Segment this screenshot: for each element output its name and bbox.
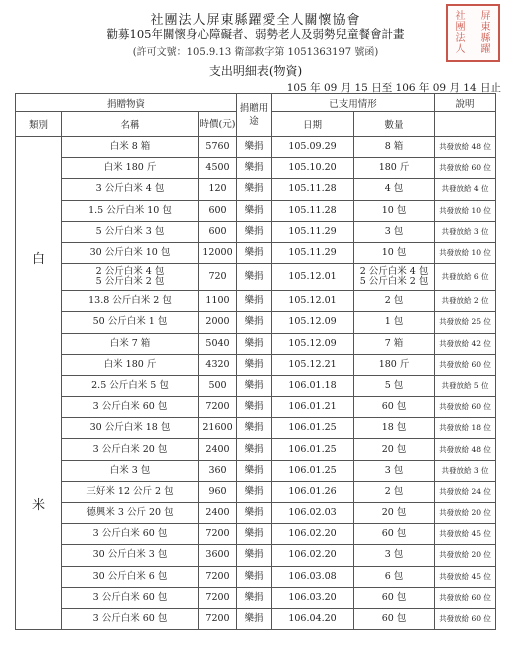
- used-date: 106.01.25: [272, 439, 354, 460]
- donation-use: 樂捐: [237, 375, 272, 396]
- market-value: 600: [199, 200, 237, 221]
- organization-title: 社團法人屏東縣躍愛全人關懷協會: [150, 13, 361, 28]
- permit-number: (許可文號：105.9.13 衛部救字第 1051363197 號函): [132, 47, 379, 58]
- table-row: [16, 481, 496, 502]
- item-name: 3 公斤白米 60 包: [62, 397, 199, 418]
- item-name: 13.8 公斤白米 2 包: [62, 291, 199, 312]
- category-char: 米: [31, 498, 45, 514]
- market-value: 2400: [199, 503, 237, 524]
- table-row: [16, 545, 496, 566]
- used-quantity: 3 包: [354, 221, 435, 242]
- donation-use: 樂捐: [237, 333, 272, 354]
- remark: 共發放給 45 位: [435, 566, 496, 587]
- used-date: 106.03.20: [272, 587, 354, 608]
- table-row: [16, 158, 496, 179]
- category-cell: [16, 137, 62, 630]
- item-name: 三好米 12 公斤 2 包: [62, 481, 199, 502]
- used-quantity: 3 包: [354, 460, 435, 481]
- table-row: [16, 242, 496, 263]
- header-quantity: 數量: [354, 112, 435, 137]
- seal-character: 人: [455, 44, 466, 55]
- used-date: 105.12.09: [272, 312, 354, 333]
- header-date: 日期: [272, 112, 354, 137]
- used-date: 106.03.08: [272, 566, 354, 587]
- used-quantity: 2 包: [354, 291, 435, 312]
- used-quantity: 3 包: [354, 545, 435, 566]
- market-value: 500: [199, 375, 237, 396]
- date-range: 105 年 09 月 15 日至 106 年 09 月 14 日止: [286, 82, 501, 94]
- item-name: 30 公斤白米 6 包: [62, 566, 199, 587]
- table-row: [16, 397, 496, 418]
- remark: 共發放給 6 位: [435, 264, 496, 291]
- item-name: 30 公斤白米 10 包: [62, 242, 199, 263]
- remark: 共發放給 42 位: [435, 333, 496, 354]
- used-date: 106.01.26: [272, 481, 354, 502]
- used-date: 105.09.29: [272, 137, 354, 158]
- used-quantity: 180 斤: [354, 354, 435, 375]
- header-used-status: 已支用情形: [272, 94, 435, 112]
- remark: 共發放給 20 位: [435, 545, 496, 566]
- used-quantity: 7 箱: [354, 333, 435, 354]
- report-title: 支出明細表(物資): [208, 64, 303, 78]
- used-quantity: 4 包: [354, 179, 435, 200]
- donation-use: 樂捐: [237, 418, 272, 439]
- item-name-line: 5 公斤白米 2 包: [95, 276, 165, 288]
- used-date: 105.12.21: [272, 354, 354, 375]
- market-value: 5040: [199, 333, 237, 354]
- donation-use: 樂捐: [237, 354, 272, 375]
- donation-use: 樂捐: [237, 179, 272, 200]
- donation-use: 樂捐: [237, 587, 272, 608]
- remark: 共發放給 10 位: [435, 200, 496, 221]
- used-quantity: 60 包: [354, 524, 435, 545]
- market-value: 2000: [199, 312, 237, 333]
- donation-use: 樂捐: [237, 460, 272, 481]
- used-quantity: 6 包: [354, 566, 435, 587]
- used-quantity: 60 包: [354, 608, 435, 629]
- table-row: [16, 221, 496, 242]
- table-row: [16, 312, 496, 333]
- remark: 共發放給 20 位: [435, 503, 496, 524]
- used-quantity: 20 包: [354, 439, 435, 460]
- table-row: [16, 587, 496, 608]
- seal-character: 躍: [480, 44, 491, 55]
- header-donation-use: 捐贈用途: [237, 94, 272, 137]
- market-value: 7200: [199, 397, 237, 418]
- category-char: 白: [31, 252, 45, 268]
- remark: 共發放給 60 位: [435, 608, 496, 629]
- market-value: 600: [199, 221, 237, 242]
- header-name: 名稱: [62, 112, 199, 137]
- item-name: 白米 180 斤: [62, 354, 199, 375]
- used-quantity: 60 包: [354, 587, 435, 608]
- item-name: 白米 8 箱: [62, 137, 199, 158]
- market-value: 720: [199, 264, 237, 291]
- table-row: [16, 608, 496, 629]
- used-date: 106.02.20: [272, 524, 354, 545]
- item-name: [62, 264, 199, 291]
- used-date: 106.01.25: [272, 460, 354, 481]
- market-value: 3600: [199, 545, 237, 566]
- remark: 共發放給 60 位: [435, 397, 496, 418]
- organization-seal-stamp: [446, 4, 500, 62]
- item-name: 3 公斤白米 20 包: [62, 439, 199, 460]
- market-value: 7200: [199, 566, 237, 587]
- item-name: 30 公斤白米 18 包: [62, 418, 199, 439]
- donation-use: 樂捐: [237, 608, 272, 629]
- used-quantity: [354, 264, 435, 291]
- used-date: 106.02.20: [272, 545, 354, 566]
- item-name: 30 公斤白米 3 包: [62, 545, 199, 566]
- header-market-value: 時價(元): [199, 112, 237, 137]
- table-row: [16, 291, 496, 312]
- used-quantity: 8 箱: [354, 137, 435, 158]
- table-row: [16, 200, 496, 221]
- donation-use: 樂捐: [237, 312, 272, 333]
- donation-use: 樂捐: [237, 524, 272, 545]
- table-row: [16, 439, 496, 460]
- remark: 共發放給 24 位: [435, 481, 496, 502]
- table-row: [16, 354, 496, 375]
- item-name: 白米 3 包: [62, 460, 199, 481]
- market-value: 960: [199, 481, 237, 502]
- table-row: [16, 264, 496, 291]
- market-value: 120: [199, 179, 237, 200]
- remark: 共發放給 48 位: [435, 439, 496, 460]
- table-row: [16, 375, 496, 396]
- item-name: 50 公斤白米 1 包: [62, 312, 199, 333]
- used-date: 106.04.20: [272, 608, 354, 629]
- seal-character: 東: [480, 22, 491, 33]
- used-date: 105.12.09: [272, 333, 354, 354]
- donation-use: 樂捐: [237, 481, 272, 502]
- table-row: [16, 524, 496, 545]
- market-value: 5760: [199, 137, 237, 158]
- seal-character: 縣: [480, 33, 491, 44]
- item-name: 白米 180 斤: [62, 158, 199, 179]
- donation-use: 樂捐: [237, 200, 272, 221]
- remark: 共發放給 45 位: [435, 524, 496, 545]
- remark: 共發放給 4 位: [435, 179, 496, 200]
- used-date: 106.01.18: [272, 375, 354, 396]
- donation-use: 樂捐: [237, 291, 272, 312]
- used-quantity: 20 包: [354, 503, 435, 524]
- remark: 共發放給 60 位: [435, 158, 496, 179]
- item-name-line: 2 公斤白米 4 包: [95, 266, 165, 278]
- item-name: 3 公斤白米 60 包: [62, 587, 199, 608]
- item-name: 3 公斤白米 60 包: [62, 608, 199, 629]
- used-quantity: 180 斤: [354, 158, 435, 179]
- donation-use: 樂捐: [237, 566, 272, 587]
- item-name: 5 公斤白米 3 包: [62, 221, 199, 242]
- table-row: [16, 418, 496, 439]
- item-name: 德興米 3 公斤 20 包: [62, 503, 199, 524]
- seal-character: 屏: [480, 11, 491, 22]
- used-quantity: 10 包: [354, 200, 435, 221]
- donation-use: 樂捐: [237, 137, 272, 158]
- item-name: 2.5 公斤白米 5 包: [62, 375, 199, 396]
- remark: 共發放給 60 位: [435, 587, 496, 608]
- item-name: 白米 7 箱: [62, 333, 199, 354]
- table-row: [16, 137, 496, 158]
- header-remarks-blank: [435, 112, 496, 137]
- donation-use: 樂捐: [237, 545, 272, 566]
- used-quantity-line: 2 公斤白米 4 包: [359, 266, 429, 278]
- market-value: 2400: [199, 439, 237, 460]
- remark: 共發放給 25 位: [435, 312, 496, 333]
- market-value: 4320: [199, 354, 237, 375]
- used-date: 106.02.03: [272, 503, 354, 524]
- market-value: 12000: [199, 242, 237, 263]
- used-date: 105.11.28: [272, 179, 354, 200]
- header-donated-goods: 捐贈物資: [16, 94, 237, 112]
- used-date: 106.01.21: [272, 397, 354, 418]
- header-remarks: 說明: [435, 94, 496, 112]
- header-category: 類別: [16, 112, 62, 137]
- remark: 共發放給 10 位: [435, 242, 496, 263]
- used-date: 105.11.29: [272, 221, 354, 242]
- donation-use: 樂捐: [237, 221, 272, 242]
- remark: 共發放給 2 位: [435, 291, 496, 312]
- donation-use: 樂捐: [237, 397, 272, 418]
- used-date: 105.12.01: [272, 291, 354, 312]
- donation-use: 樂捐: [237, 439, 272, 460]
- used-quantity: 18 包: [354, 418, 435, 439]
- used-quantity: 5 包: [354, 375, 435, 396]
- item-name: 3 公斤白米 60 包: [62, 524, 199, 545]
- donation-use: 樂捐: [237, 242, 272, 263]
- market-value: 7200: [199, 524, 237, 545]
- market-value: 1100: [199, 291, 237, 312]
- table-row: [16, 503, 496, 524]
- donation-use: 樂捐: [237, 158, 272, 179]
- remark: 共發放給 3 位: [435, 221, 496, 242]
- market-value: 360: [199, 460, 237, 481]
- used-date: 105.11.29: [272, 242, 354, 263]
- market-value: 7200: [199, 608, 237, 629]
- table-row: [16, 460, 496, 481]
- used-date: 106.01.25: [272, 418, 354, 439]
- remark: 共發放給 5 位: [435, 375, 496, 396]
- seal-character: 社: [455, 11, 466, 22]
- market-value: 7200: [199, 587, 237, 608]
- expenditure-table: [15, 93, 496, 630]
- table-row: [16, 333, 496, 354]
- donation-use: 樂捐: [237, 503, 272, 524]
- used-quantity: 60 包: [354, 397, 435, 418]
- remark: 共發放給 48 位: [435, 137, 496, 158]
- used-date: 105.11.28: [272, 200, 354, 221]
- item-name: 1.5 公斤白米 10 包: [62, 200, 199, 221]
- used-quantity: 2 包: [354, 481, 435, 502]
- table-row: [16, 179, 496, 200]
- used-quantity-line: 5 公斤白米 2 包: [359, 276, 429, 288]
- table-row: [16, 566, 496, 587]
- remark: 共發放給 60 位: [435, 354, 496, 375]
- market-value: 21600: [199, 418, 237, 439]
- used-quantity: 1 包: [354, 312, 435, 333]
- donation-use: 樂捐: [237, 264, 272, 291]
- seal-character: 團: [455, 22, 466, 33]
- used-date: 105.10.20: [272, 158, 354, 179]
- used-quantity: 10 包: [354, 242, 435, 263]
- remark: 共發放給 3 位: [435, 460, 496, 481]
- program-subtitle: 勸募105年關懷身心障礙者、弱勢老人及弱勢兒童餐會計畫: [106, 27, 405, 41]
- item-name: 3 公斤白米 4 包: [62, 179, 199, 200]
- remark: 共發放給 18 位: [435, 418, 496, 439]
- used-date: 105.12.01: [272, 264, 354, 291]
- seal-character: 法: [455, 33, 466, 44]
- market-value: 4500: [199, 158, 237, 179]
